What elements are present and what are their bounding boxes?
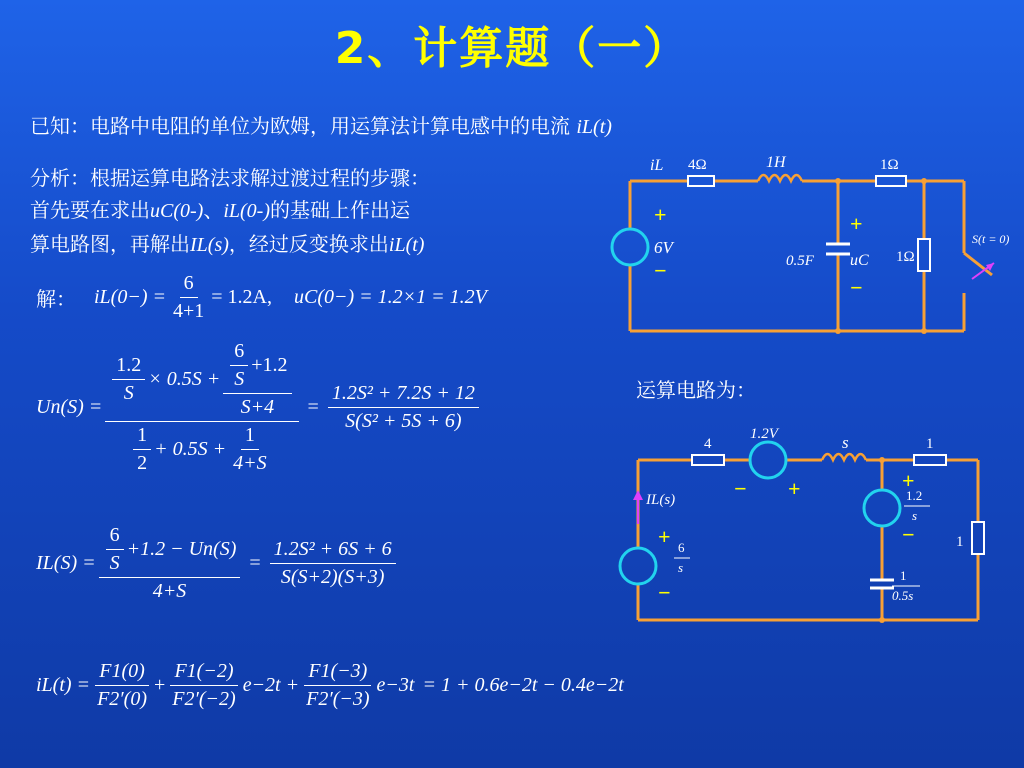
circuit2-wires <box>638 454 978 620</box>
equals-sign: = <box>249 552 261 574</box>
label-cap-den: 0.5s <box>892 588 914 603</box>
iL0-fraction <box>169 272 208 323</box>
fraction-denominator: S+4 <box>240 396 275 418</box>
node-dot <box>879 617 885 623</box>
un-lhs: Un(S) = <box>36 396 103 418</box>
circuit-diagram-original <box>600 145 1024 345</box>
fraction-numerator: 1 <box>133 424 151 450</box>
fraction-numerator: 1.2 <box>112 354 145 380</box>
fraction-denominator: S(S+2)(S+3) <box>280 566 385 588</box>
fraction <box>133 424 151 475</box>
fraction-denominator: 4+S <box>152 580 187 602</box>
label-switch: S(t = 0) <box>972 232 1010 246</box>
label-IL-s: IL(s) <box>646 492 676 508</box>
fraction-denominator: 2 <box>137 452 148 474</box>
ILs-equation <box>36 524 399 603</box>
fraction-numerator: F1(0) <box>95 660 149 686</box>
label-6V: 6V <box>654 238 673 257</box>
fraction <box>106 524 124 575</box>
fraction <box>112 354 145 405</box>
label-s: s <box>842 433 849 452</box>
fraction-denominator: F2′(−2) <box>172 688 236 710</box>
un-denominator <box>126 422 278 475</box>
node-dot <box>835 178 841 184</box>
analysis-line-1: 分析：根据运算电路法求解过渡过程的步骤： <box>30 166 430 190</box>
label-4-ohm: 4Ω <box>688 157 707 173</box>
circuit-diagram-operational <box>600 420 1024 630</box>
analysis-line-2 <box>30 196 410 225</box>
label-1-vertical: 1 <box>956 534 964 550</box>
analysis-text: ，经过反变换求出 <box>228 232 389 256</box>
minus-sign: − <box>658 580 671 605</box>
minus-sign: − <box>902 522 915 547</box>
ILs-lhs: IL(S) = <box>36 552 96 574</box>
plus-sign: + <box>902 468 915 493</box>
equals-sign: = <box>307 396 319 418</box>
fraction <box>93 660 151 711</box>
fraction-denominator: S(S² + 5S + 6) <box>345 410 462 432</box>
ILs-term: +1.2 − Un(S) <box>126 538 237 560</box>
current-arrow-icon <box>633 490 643 500</box>
switch-blade <box>964 253 992 275</box>
un-result-fraction <box>328 382 479 433</box>
label-1.2V: 1.2V <box>750 426 778 442</box>
fraction <box>229 424 271 475</box>
fraction-numerator: 1 <box>241 424 259 450</box>
label-0.5F: 0.5F <box>786 253 814 269</box>
voltage-source-1.2V <box>750 442 786 478</box>
label-1.2-over-s-den: s <box>912 508 918 523</box>
fraction-numerator: 6 <box>106 524 124 550</box>
uC0-equation: uC(0−) = 1.2×1 = 1.2V <box>294 286 487 308</box>
label-1-top: 1 <box>926 436 934 452</box>
iL0-result: = 1.2A, <box>211 286 273 308</box>
minus-sign: − <box>654 258 667 283</box>
label-6-over-s-num: 6 <box>678 540 685 555</box>
node-dot <box>835 328 841 334</box>
un-term: +1.2 <box>251 354 288 376</box>
fraction <box>230 340 248 391</box>
analysis-sep: 、 <box>203 198 224 222</box>
plus-sign: + <box>788 476 801 501</box>
un-term: + 0.5S + <box>154 438 227 460</box>
fraction <box>223 340 291 419</box>
plus-sign: + <box>850 211 863 236</box>
fraction-denominator: S <box>123 382 134 404</box>
given-var: iL(t) <box>576 116 612 138</box>
fraction-denominator: S <box>234 368 245 390</box>
label-1H: 1H <box>766 154 786 171</box>
analysis-text: 算电路图，再解出 <box>30 232 190 256</box>
un-numerator <box>105 340 298 422</box>
it-exp-term: e−3t <box>376 674 415 696</box>
fraction-denominator: F2′(0) <box>97 688 147 710</box>
fraction-denominator: 4+1 <box>173 300 205 322</box>
resistor-4-ohm <box>688 176 714 186</box>
solution-label: 解： <box>36 287 76 311</box>
given-text: 已知：电路中电阻的单位为欧姆，用运算法计算电感中的电流 <box>30 114 570 138</box>
analysis-line-3 <box>30 230 424 259</box>
label-iL: iL <box>650 157 664 174</box>
node-dot <box>921 178 927 184</box>
analysis-text: 的基础上作出运 <box>270 198 410 222</box>
it-exp-term: e−2t + <box>242 674 300 696</box>
label-cap-num: 1 <box>900 568 907 583</box>
resistor-1-top <box>914 455 946 465</box>
ILs-var: IL(s) <box>190 234 229 256</box>
fraction-denominator: 4+S <box>233 452 267 474</box>
fraction-numerator: F1(−3) <box>304 660 371 686</box>
minus-sign: − <box>850 275 863 300</box>
plus-sign: + <box>153 674 166 696</box>
uc0-var: uC(0-) <box>150 200 204 222</box>
fraction-numerator: 1.2S² + 6S + 6 <box>270 538 396 564</box>
given-statement <box>30 112 612 141</box>
fraction-numerator: F1(−2) <box>170 660 237 686</box>
plus-sign: + <box>654 202 667 227</box>
fraction-numerator: 1.2S² + 7.2S + 12 <box>328 382 479 408</box>
analysis-text: 首先要在求出 <box>30 198 150 222</box>
node-dot <box>921 328 927 334</box>
plus-sign: + <box>658 524 671 549</box>
fraction-numerator <box>99 524 241 578</box>
it-lhs: iL(t) = <box>36 674 91 696</box>
iL0-lhs: iL(0−) = <box>94 286 166 308</box>
node-dot <box>879 457 885 463</box>
it-rhs: = 1 + 0.6e−2t − 0.4e−2t <box>422 674 624 696</box>
fraction-denominator: S <box>109 552 120 574</box>
label-1-ohm-top: 1Ω <box>880 157 899 173</box>
voltage-source-1.2-over-s <box>864 490 900 526</box>
fraction-numerator <box>223 340 291 394</box>
label-4: 4 <box>704 436 712 452</box>
voltage-source-6-over-s <box>620 548 656 584</box>
ILs-result-fraction <box>270 538 396 589</box>
fraction-numerator: 6 <box>180 272 198 298</box>
resistor-4 <box>692 455 724 465</box>
ops-circuit-label: 运算电路为： <box>636 378 756 402</box>
un-equation <box>36 340 482 475</box>
ILs-fraction <box>99 524 241 603</box>
initial-values-equation <box>36 272 487 323</box>
label-uC: uC <box>850 252 869 269</box>
resistor-1-ohm-vertical <box>918 239 930 271</box>
resistor-1-ohm-top <box>876 176 906 186</box>
il0-var: iL(0-) <box>223 200 270 222</box>
page-title: 2、计算题（一） <box>334 23 690 74</box>
iLt-var: iL(t) <box>388 234 425 256</box>
label-1.2-over-s-num: 1.2 <box>906 488 923 503</box>
resistor-1-vertical <box>972 522 984 554</box>
label-6-over-s-den: s <box>678 560 684 575</box>
un-big-fraction <box>105 340 298 475</box>
fraction-denominator: F2′(−3) <box>306 688 370 710</box>
voltage-source <box>612 229 648 265</box>
fraction-numerator: 6 <box>230 340 248 366</box>
minus-sign: − <box>734 476 747 501</box>
label-1-ohm-vertical: 1Ω <box>896 249 915 265</box>
it-equation <box>36 660 624 711</box>
fraction <box>302 660 373 711</box>
fraction <box>168 660 239 711</box>
un-term: × 0.5S + <box>148 368 221 390</box>
